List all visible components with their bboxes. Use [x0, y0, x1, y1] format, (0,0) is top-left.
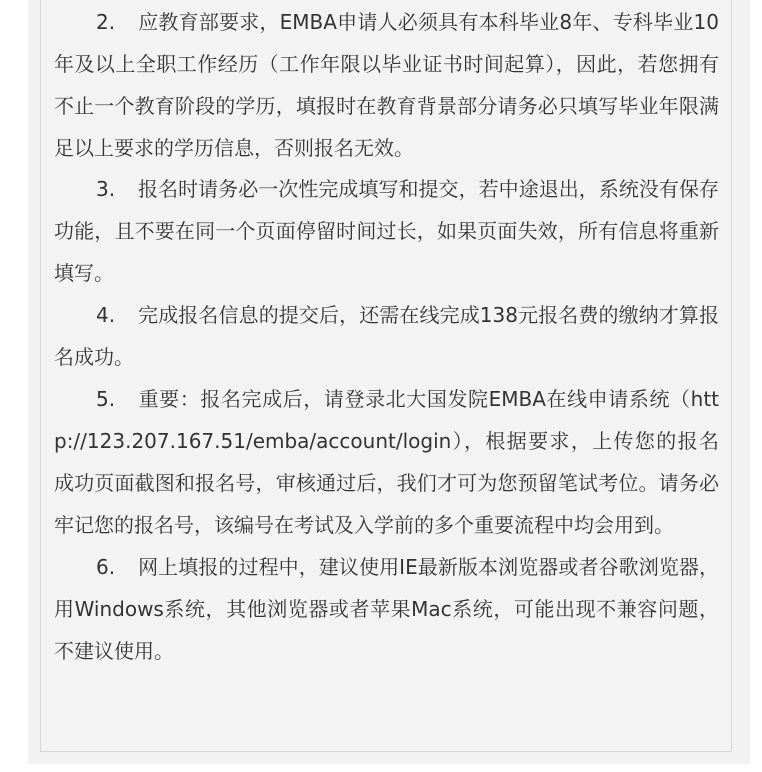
requirement-item-4 [54, 294, 719, 378]
item-number: 2. [96, 10, 116, 34]
item-number: 3. [96, 177, 116, 201]
item-number: 5. [96, 387, 116, 411]
item-text-before-url: 重要：报名完成后，请登录北大国发院EMBA在线申请系统（ [138, 387, 691, 411]
requirement-item-3 [54, 168, 719, 294]
item-text: 应教育部要求，EMBA申请人必须具有本科毕业8年、专科毕业10年及以上全职工作经历（工作年限以毕业证书时间起算），因此，若您拥有不止一个教育阶段的学历，填报时在教育背景部分请务必只填写毕业年限满足以上要求的学历信息，否则报名无效。 [54, 10, 719, 160]
item-text: 网上填报的过程中，建议使用IE最新版本浏览器或者谷歌浏览器，用Windows系统，其他浏览器或者苹果Mac系统，可能出现不兼容问题，不建议使用。 [54, 555, 719, 663]
item-text-after-url: ），根据要求，上传您的报名成功页面截图和报名号，审核通过后，我们才可为您预留笔试考位。请务必牢记您的报名号，该编号在考试及入学前的多个重要流程中均会用到。 [54, 429, 719, 537]
requirements-list [54, 0, 719, 672]
item-text: 报名时请务必一次性完成填写和提交，若中途退出，系统没有保存功能，且不要在同一个页面停留时间过长，如果页面失效，所有信息将重新填写。 [54, 177, 719, 285]
item-number: 4. [96, 303, 116, 327]
item-text: 完成报名信息的提交后，还需在线完成138元报名费的缴纳才算报名成功。 [54, 303, 719, 369]
requirement-item-6 [54, 546, 719, 672]
requirement-item-5 [54, 378, 719, 546]
application-system-url[interactable]: http://123.207.167.51/emba/account/login [54, 387, 719, 453]
requirement-item-2 [54, 1, 719, 169]
item-number: 6. [96, 555, 116, 579]
